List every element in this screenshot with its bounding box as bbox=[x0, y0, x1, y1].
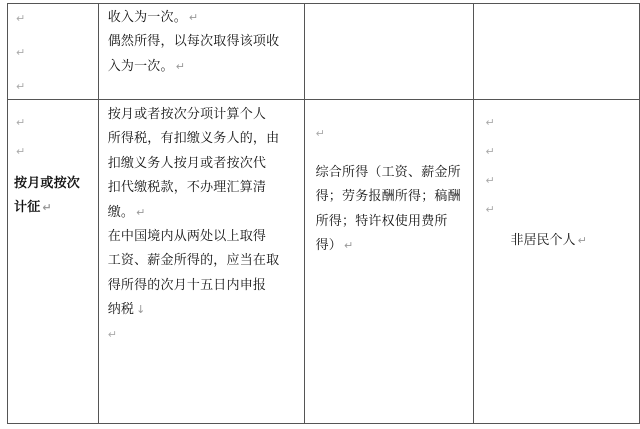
paragraph-mark-icon: ↵ bbox=[485, 203, 495, 216]
table-cell bbox=[473, 4, 639, 100]
text-line: 收入为一次。 ↵ bbox=[107, 10, 199, 25]
paragraph-mark-icon: ↵ bbox=[485, 116, 495, 129]
table-cell bbox=[8, 4, 99, 100]
text-line: 得；劳务报酬所得；稿酬 bbox=[315, 189, 461, 205]
paragraph-mark-icon: ↵ bbox=[485, 174, 495, 187]
text-line: 按月或者按次分项计算个人 bbox=[107, 107, 267, 122]
table-cell bbox=[98, 4, 304, 100]
paragraph-mark-icon: ↵ bbox=[344, 239, 354, 253]
text-line: 纳税 ↓ bbox=[107, 302, 146, 318]
paragraph-mark-icon: ↵ bbox=[16, 46, 26, 59]
paragraph-mark-icon: ↵ bbox=[42, 201, 52, 215]
paragraph-mark-icon: ↵ bbox=[315, 127, 325, 140]
text-line: 综合所得（工资、薪金所 bbox=[315, 165, 461, 180]
cell-value: 非居民个人 ↵ bbox=[510, 233, 587, 248]
text-line: 缴。 ↵ bbox=[107, 204, 146, 220]
paragraph-mark-icon: ↓ bbox=[136, 303, 146, 317]
table-row bbox=[8, 4, 640, 100]
paragraph-mark-icon: ↵ bbox=[107, 327, 118, 341]
tax-table bbox=[7, 3, 640, 424]
text-line: 扣代缴税款，不办理汇算清 bbox=[107, 180, 267, 196]
paragraph-mark-icon: ↵ bbox=[485, 145, 495, 158]
method-label: 按月或按次 计征 ↵ bbox=[14, 176, 81, 216]
table-cell bbox=[98, 100, 304, 424]
text-line: 入为一次。 ↵ bbox=[107, 58, 186, 74]
text-line: 工资、薪金所得的，应当在取 bbox=[107, 253, 280, 269]
text-line: 得） ↵ bbox=[315, 238, 354, 254]
paragraph-mark-icon: ↵ bbox=[577, 234, 587, 247]
paragraph-mark-icon: ↵ bbox=[136, 205, 146, 219]
table-cell bbox=[8, 100, 99, 424]
paragraph-mark-icon: ↵ bbox=[16, 116, 26, 129]
table-cell bbox=[304, 100, 473, 424]
paragraph-mark-icon: ↵ bbox=[175, 59, 186, 73]
text-line: 偶然所得，以每次取得该项收 bbox=[107, 34, 280, 50]
table-row bbox=[8, 100, 640, 424]
paragraph-mark-icon: ↵ bbox=[16, 80, 26, 93]
paragraph-mark-icon: ↵ bbox=[16, 12, 26, 25]
paragraph-mark-icon: ↵ bbox=[16, 145, 26, 158]
text-line: 在中国境内从两处以上取得 bbox=[107, 229, 267, 245]
text-line: 所得税，有扣缴义务人的，由 bbox=[107, 131, 280, 147]
text-line: 扣缴义务人按月或者按次代 bbox=[107, 155, 267, 171]
table-cell bbox=[473, 100, 639, 424]
text-line: 得所得的次月十五日内申报 bbox=[107, 277, 267, 293]
text-line: 所得；特许权使用费所 bbox=[315, 213, 448, 229]
table-cell bbox=[304, 4, 473, 100]
paragraph-mark-icon: ↵ bbox=[188, 11, 199, 24]
